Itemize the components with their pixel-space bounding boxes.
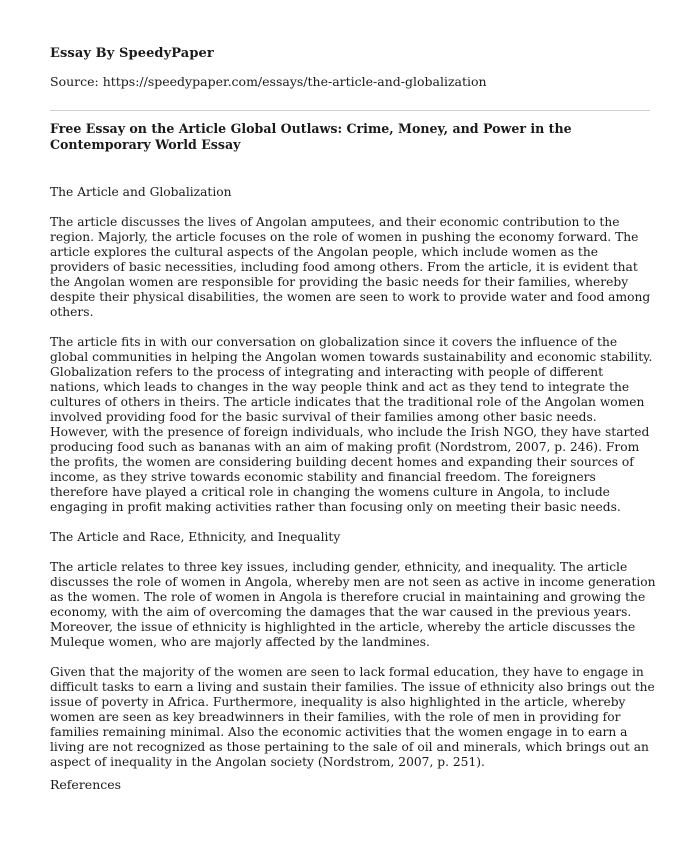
paragraph-2: The article fits in with our conversation on globalization since it covers the influence of the global communities in helping the Angolan women towards sustainability and economic stability. Globalization refers to the process of integrating and interacting with people of different nations, which leads to changes in the way people think and act as they tend to integrate the cultures of others in theirs. The article indicates that the traditional role of the Angolan women involved providing food for the basic survival of their families among other basic needs. However, with the presence of foreign individuals, who include the Irish NGO, they have started producing food such as bananas with an aim of making profit (Nordstrom, 2007, p. 246). From the profits, the women are considering building decent homes and expanding their sources of income, as they strive towards economic stability and financial freedom. The foreigners therefore have played a critical role in changing the womens culture in Angola, to include engaging in profit making activities rather than focusing only on meeting their basic needs. — [50, 335, 653, 514]
paragraph-1: The article discusses the lives of Angolan amputees, and their economic contribution to the region. Majorly, the article focuses on the role of women in pushing the economy forward. The article explores the cultural aspects of the Angolan people, which include women as the providers of basic necessities, including food among others. From the article, it is evident that the Angolan women are responsible for providing the basic needs for their families, whereby despite their physical disabilities, the women are seen to work to provide water and food among others. — [50, 215, 651, 319]
brand-label: Essay By SpeedyPaper — [50, 46, 214, 61]
section-heading-globalization: The Article and Globalization — [50, 185, 232, 199]
header-divider — [50, 110, 650, 111]
paragraph-4: Given that the majority of the women are seen to lack formal education, they have to engage in difficult tasks to earn a living and sustain their families. The issue of ethnicity also brings out the issue of poverty in Africa. Furthermore, inequality is also highlighted in the article, whereby women are seen as key breadwinners in their families, with the role of men in providing for families remaining minimal. Also the economic activities that the women engage in to earn a living are not recognized as those pertaining to the sale of oil and minerals, which brings out an aspect of inequality in the Angolan society (Nordstrom, 2007, p. 251). — [50, 665, 655, 769]
essay-title: Free Essay on the Article Global Outlaws: Crime, Money, and Power in the Contemporary World Essay — [50, 121, 572, 152]
source-line: Source: https://speedypaper.com/essays/the-article-and-globalization — [50, 74, 487, 89]
section-heading-race-ethnicity: The Article and Race, Ethnicity, and Inequality — [50, 530, 341, 544]
paragraph-3: The article relates to three key issues, including gender, ethnicity, and inequality. The article discusses the role of women in Angola, whereby men are not seen as active in income generation as the women. The role of women in Angola is therefore crucial in maintaining and growing the economy, with the aim of overcoming the damages that the war caused in the previous years. Moreover, the issue of ethnicity is highlighted in the article, whereby the article discusses the Muleque women, who are majorly affected by the landmines. — [50, 560, 656, 649]
essay-body — [50, 185, 656, 785]
references-heading: References — [50, 777, 122, 792]
